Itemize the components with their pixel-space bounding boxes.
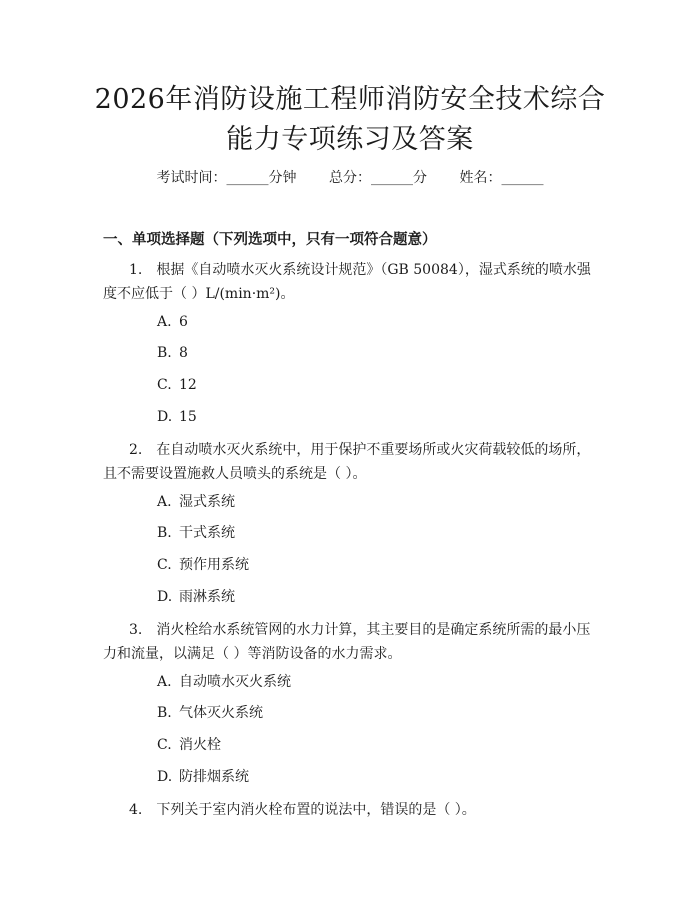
option-text: 干式系统 — [179, 525, 235, 541]
option-text: 12 — [179, 377, 197, 393]
option-letter: C. — [157, 557, 172, 573]
question-3 — [103, 618, 600, 666]
question-number: 4. — [129, 802, 143, 818]
question-2-option-c — [157, 555, 249, 575]
option-text: 8 — [179, 345, 188, 361]
option-text: 防排烟系统 — [179, 769, 249, 785]
option-letter: A. — [157, 494, 172, 510]
question-number: 3. — [129, 622, 143, 638]
option-text: 消火栓 — [179, 737, 221, 753]
option-text: 自动喷水灭火系统 — [179, 674, 291, 690]
option-letter: B. — [157, 705, 172, 721]
option-text: 气体灭火系统 — [179, 705, 263, 721]
question-3-option-b — [157, 703, 263, 723]
question-1 — [103, 258, 600, 306]
option-letter: D. — [157, 409, 173, 425]
exam-info — [0, 168, 700, 188]
question-1-option-d — [157, 407, 197, 427]
option-letter: C. — [157, 737, 172, 753]
question-1-option-c — [157, 375, 197, 395]
question-number: 1. — [129, 262, 143, 278]
option-letter: B. — [157, 345, 172, 361]
exam-time: 考试时间：______分钟 — [156, 170, 297, 186]
question-text: 在自动喷水灭火系统中，用于保护不重要场所或火灾荷载较低的场所，且不需要设置施救人员喷头的系统是（ ）。 — [103, 442, 591, 482]
option-letter: D. — [157, 589, 173, 605]
question-1-option-b — [157, 343, 188, 363]
question-2 — [103, 438, 600, 486]
option-letter: B. — [157, 525, 172, 541]
question-2-option-a — [157, 492, 235, 512]
option-letter: D. — [157, 769, 173, 785]
section-heading: 一、单项选择题（下列选项中，只有一项符合题意） — [103, 232, 437, 248]
option-text: 雨淋系统 — [179, 589, 235, 605]
exam-total-score: 总分：______分 — [329, 170, 427, 186]
question-text: 下列关于室内消火栓布置的说法中，错误的是（ ）。 — [156, 802, 476, 818]
question-2-option-d — [157, 587, 235, 607]
question-2-option-b — [157, 523, 235, 543]
question-text: 根据《自动喷水灭火系统设计规范》（GB 50084），湿式系统的喷水强度不应低于（ ）L/(min·m²)。 — [103, 262, 591, 302]
option-letter: C. — [157, 377, 172, 393]
question-3-option-a — [157, 672, 291, 692]
question-number: 2. — [129, 442, 143, 458]
document-title: 2026年消防设施工程师消防安全技术综合能力专项练习及答案 — [94, 84, 606, 155]
option-letter: A. — [157, 674, 172, 690]
option-text: 预作用系统 — [179, 557, 249, 573]
question-text: 消火栓给水系统管网的水力计算，其主要目的是确定系统所需的最小压力和流量，以满足（ ）等消防设备的水力需求。 — [103, 622, 591, 662]
option-text: 湿式系统 — [179, 494, 235, 510]
exam-name: 姓名：______ — [459, 170, 544, 186]
option-text: 6 — [179, 314, 188, 330]
question-4 — [103, 798, 600, 822]
option-letter: A. — [157, 314, 172, 330]
option-text: 15 — [179, 409, 197, 425]
question-3-option-c — [157, 735, 221, 755]
question-3-option-d — [157, 767, 249, 787]
question-1-option-a — [157, 312, 188, 332]
